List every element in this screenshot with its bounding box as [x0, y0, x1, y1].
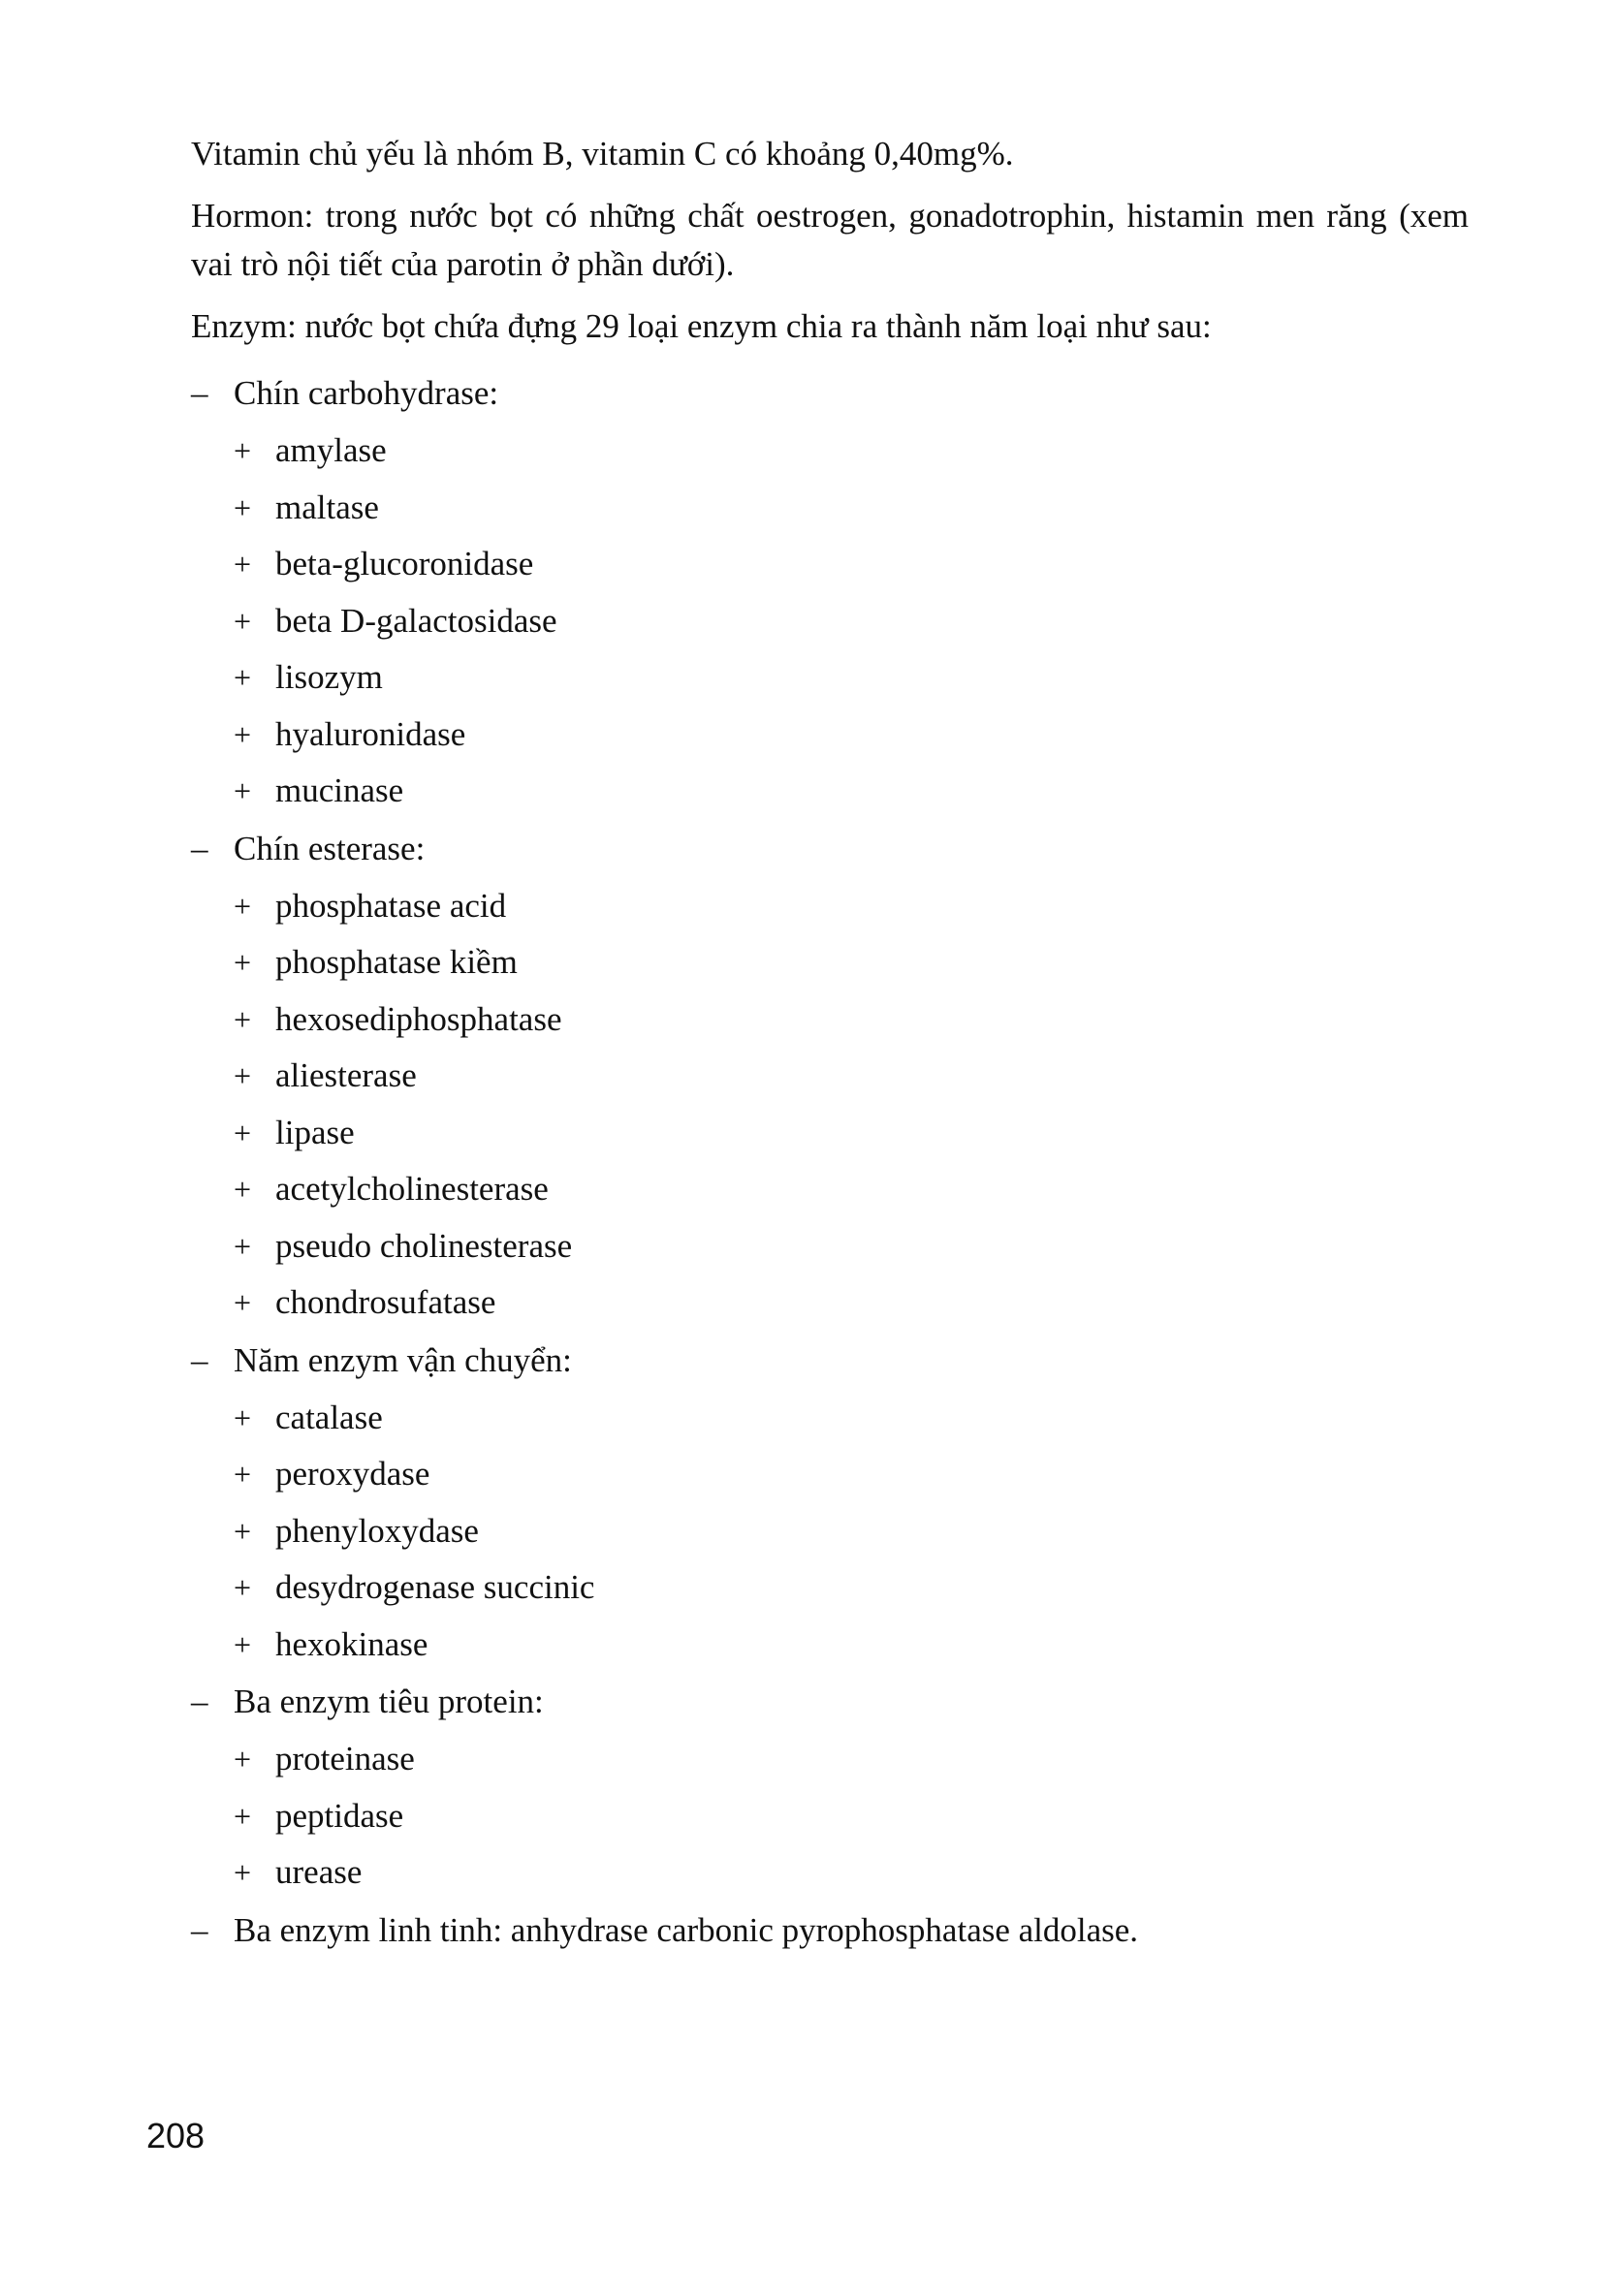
group-heading [191, 820, 1469, 878]
list-item [234, 1788, 1469, 1845]
plus-bullet: + [234, 1626, 252, 1662]
enzyme-name: hyaluronidase [275, 714, 466, 753]
group-heading-text: Ba enzym tiêu protein: [234, 1683, 544, 1720]
list-item [234, 1503, 1469, 1560]
enzyme-item-list [191, 1731, 1469, 1902]
list-item [234, 1161, 1469, 1218]
enzyme-name: phenyloxydase [275, 1511, 479, 1550]
enzyme-group [191, 820, 1469, 1332]
enzyme-name: peroxydase [275, 1455, 430, 1493]
enzyme-name: pseudo cholinesterase [275, 1226, 573, 1265]
group-heading-text: Chín esterase: [234, 829, 426, 867]
list-item [234, 1218, 1469, 1275]
list-item [234, 1048, 1469, 1105]
plus-bullet: + [234, 1570, 252, 1605]
enzyme-name: amylase [275, 431, 387, 469]
list-item [234, 536, 1469, 593]
list-item [234, 1844, 1469, 1902]
dash-bullet: – [191, 1910, 208, 1949]
enzyme-name: hexosediphosphatase [275, 999, 562, 1038]
enzyme-name: desydrogenase succinic [275, 1568, 595, 1606]
plus-bullet: + [234, 945, 252, 980]
plus-bullet: + [234, 773, 252, 808]
group-heading-text: Chín carbohydrase: [234, 374, 499, 412]
plus-bullet: + [234, 489, 252, 525]
dash-bullet: – [191, 1340, 208, 1379]
enzyme-name: aliesterase [275, 1056, 417, 1094]
group-heading [191, 364, 1469, 423]
enzyme-item-list [191, 1390, 1469, 1674]
enzyme-item-list [191, 878, 1469, 1332]
group-heading [191, 1332, 1469, 1390]
list-item [234, 1105, 1469, 1162]
plus-bullet: + [234, 1115, 252, 1150]
plus-bullet: + [234, 1457, 252, 1492]
enzyme-name: urease [275, 1853, 363, 1891]
enzyme-name: chondrosufatase [275, 1283, 496, 1321]
dash-bullet: – [191, 374, 208, 412]
plus-bullet: + [234, 660, 252, 695]
enzyme-name: maltase [275, 488, 379, 526]
list-item [234, 649, 1469, 707]
dash-bullet: – [191, 1683, 208, 1720]
paragraph-enzym: Enzym: nước bọt chứa đựng 29 loại enzym chia ra thành năm loại như sau: [191, 307, 1212, 345]
enzyme-group [191, 364, 1469, 820]
list-item [234, 1617, 1469, 1674]
list-item [234, 593, 1469, 650]
list-item [234, 878, 1469, 935]
body-text [191, 130, 1469, 1960]
list-item [234, 1446, 1469, 1503]
enzyme-name: phosphatase kiềm [275, 943, 518, 981]
enzyme-name: beta D-galactosidase [275, 601, 557, 640]
list-item [234, 423, 1469, 480]
enzyme-name: phosphatase acid [275, 886, 507, 925]
dash-bullet: – [191, 829, 208, 867]
list-item [234, 480, 1469, 537]
enzyme-name: proteinase [275, 1740, 415, 1777]
plus-bullet: + [234, 716, 252, 752]
paragraph-hormon: Hormon: trong nước bọt có những chất oestrogen, gonadotrophin, histamin men răng (xem vai trò nội tiết của parotin ở phần dưới). [191, 197, 1469, 283]
plus-bullet: + [234, 1285, 252, 1320]
plus-bullet: + [234, 1058, 252, 1093]
enzyme-name: peptidase [275, 1796, 404, 1835]
enzyme-name: hexokinase [275, 1624, 428, 1663]
group-heading [191, 1902, 1469, 1960]
page-number: 208 [146, 2116, 206, 2155]
plus-bullet: + [234, 603, 252, 639]
enzyme-name: catalase [275, 1398, 383, 1436]
list-item [234, 707, 1469, 764]
enzyme-item-list [191, 423, 1469, 820]
list-item [234, 934, 1469, 991]
list-item [234, 1274, 1469, 1332]
list-item [234, 763, 1469, 820]
enzyme-name: lisozym [275, 658, 383, 696]
plus-bullet: + [234, 1001, 252, 1037]
plus-bullet: + [234, 888, 252, 924]
enzyme-group [191, 1902, 1469, 1960]
plus-bullet: + [234, 1798, 252, 1834]
plus-bullet: + [234, 433, 252, 468]
enzyme-group [191, 1673, 1469, 1902]
group-heading-text: Năm enzym vận chuyển: [234, 1340, 572, 1379]
plus-bullet: + [234, 1400, 252, 1435]
plus-bullet: + [234, 1513, 252, 1549]
list-item [234, 1390, 1469, 1447]
enzyme-name: lipase [275, 1113, 355, 1151]
plus-bullet: + [234, 1742, 252, 1777]
enzyme-name: acetylcholinesterase [275, 1170, 549, 1208]
enzyme-group-list [191, 364, 1469, 1960]
list-item [234, 991, 1469, 1049]
enzyme-name: beta-glucoronidase [275, 545, 534, 582]
list-item [234, 1731, 1469, 1788]
group-heading-text: Ba enzym linh tinh: anhydrase carbonic pyrophosphatase aldolase. [234, 1910, 1139, 1949]
plus-bullet: + [234, 547, 252, 582]
plus-bullet: + [234, 1855, 252, 1890]
enzyme-name: mucinase [275, 771, 404, 809]
group-heading [191, 1673, 1469, 1731]
list-item [234, 1559, 1469, 1617]
enzyme-group [191, 1332, 1469, 1674]
plus-bullet: + [234, 1172, 252, 1207]
plus-bullet: + [234, 1228, 252, 1264]
paragraph-vitamin: Vitamin chủ yếu là nhóm B, vitamin C có khoảng 0,40mg%. [191, 135, 1014, 173]
